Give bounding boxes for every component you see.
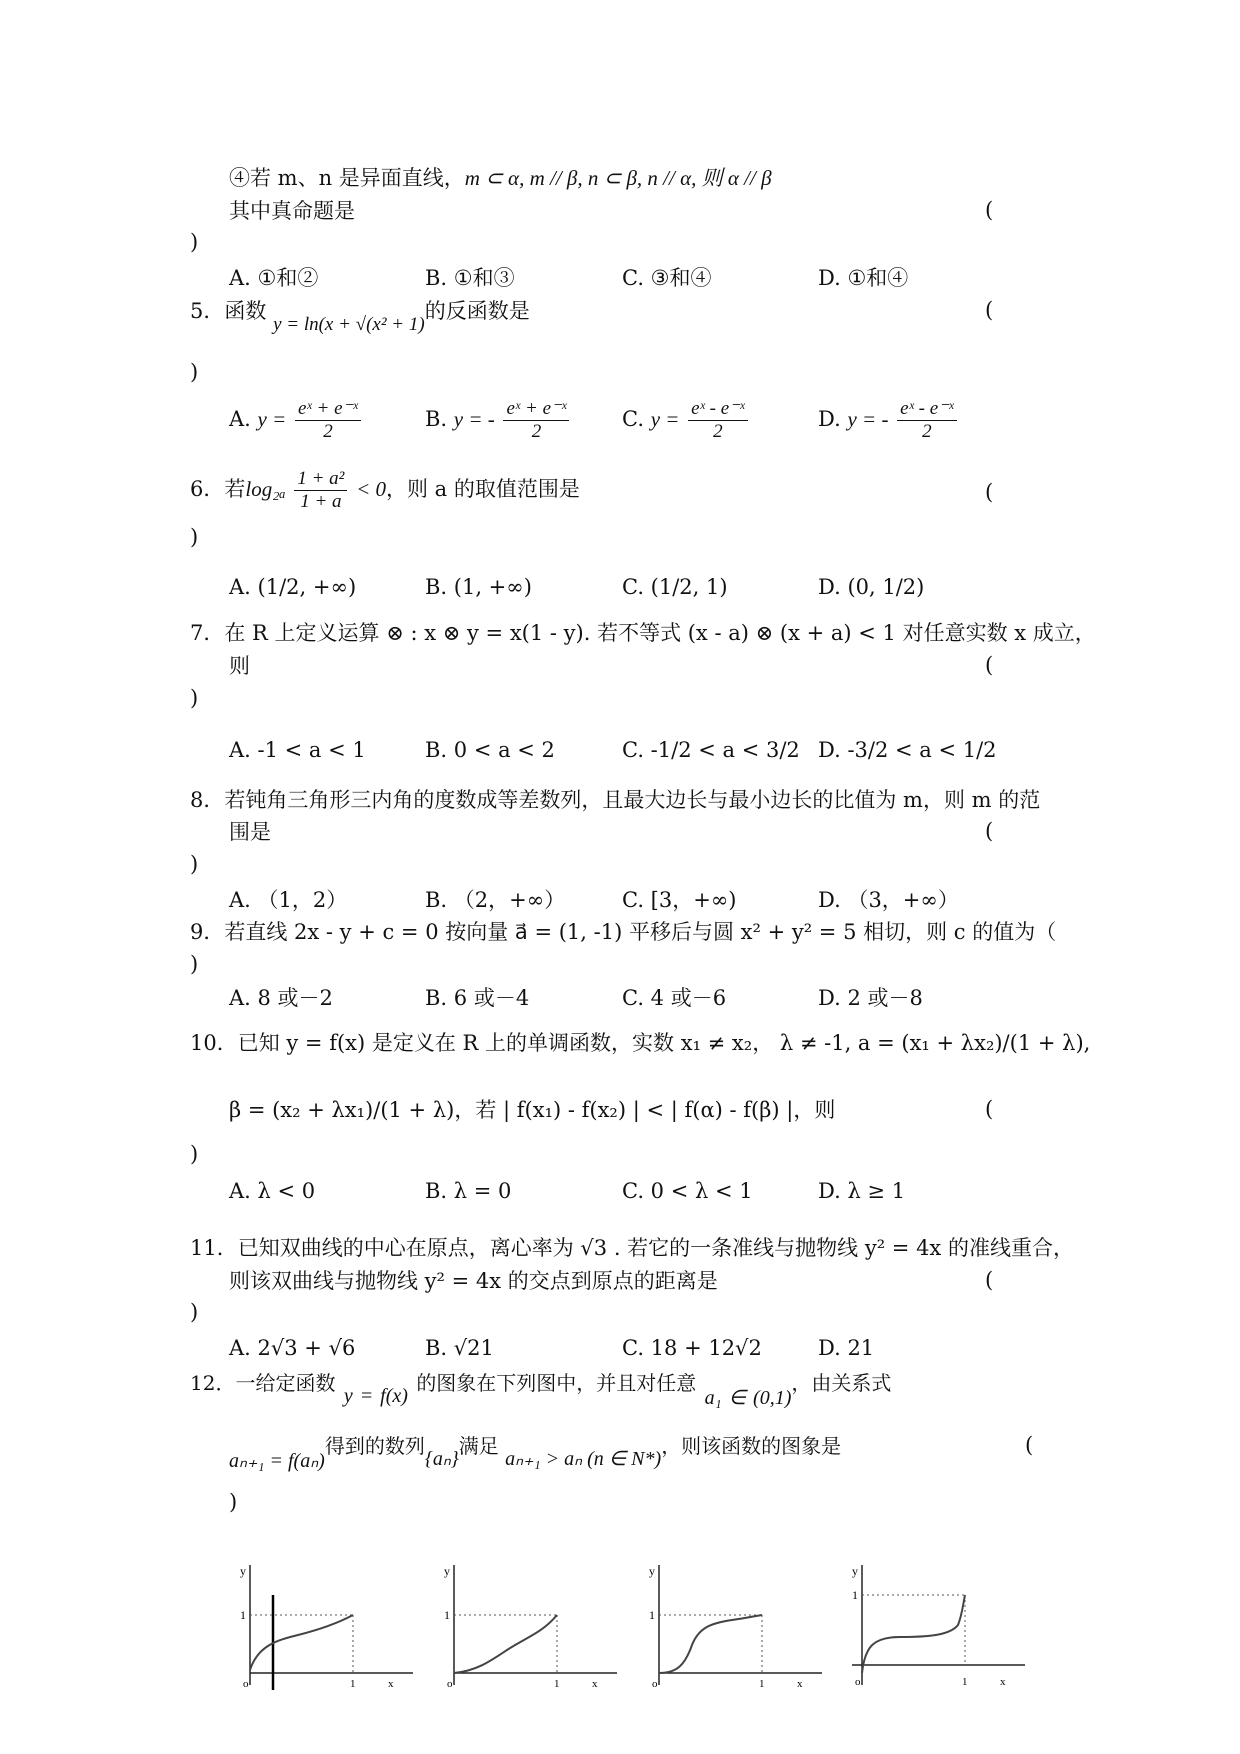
q6-relation: < 0 (356, 477, 386, 501)
q6-log: log₂ₐ (245, 477, 286, 501)
q5-option-d-label: D. (818, 407, 841, 431)
q5-function: y = ln(x + √(x² + 1) (273, 314, 425, 335)
q12-paren-open: ( (1025, 1433, 1034, 1457)
q11-paren-open: ( (985, 1268, 994, 1292)
q5-paren-close: ) (190, 360, 199, 384)
q4-line1-text: ④若 m、n 是异面直线， (229, 166, 465, 190)
q5-option-d-num: eˣ - e⁻ˣ (897, 398, 956, 421)
q11-line2: 则该双曲线与抛物线 y² = 4x 的交点到原点的距离是 (229, 1269, 718, 1293)
q5-option-c-den: 2 (713, 421, 723, 442)
q5-number: 5．函数 (190, 299, 267, 323)
q6-frac-den: 1 + a (300, 491, 342, 512)
q12-line1 (190, 1370, 892, 1409)
q5-option-b-lhs: y = - (453, 407, 495, 431)
q4-option-c: C. ③和④ (622, 266, 712, 290)
q4-line1 (229, 165, 772, 191)
graph-d-x-label: x (1000, 1676, 1006, 1688)
q6-option-d: D. (0, 1/2) (818, 575, 925, 599)
q11-option-a: A. 2√3 + √6 (229, 1336, 356, 1360)
q6-option-c: C. (1/2, 1) (622, 575, 728, 599)
q5-option-a (229, 398, 363, 443)
q5-option-a-label: A. (229, 407, 251, 431)
q10-paren-close: ) (190, 1142, 199, 1166)
q4-line1-math: m ⊂ α, m // β, n ⊂ β, n // α, 则 α // β (464, 166, 772, 190)
q11-option-b: B. √21 (425, 1336, 494, 1360)
graph-b-one-x: 1 (554, 1678, 560, 1690)
q8-option-b: B. （2，+∞） (425, 888, 566, 912)
graph-a-x-label: x (388, 1678, 394, 1690)
graph-a-origin: o (243, 1678, 249, 1690)
graph-b-one-y: 1 (444, 1608, 450, 1622)
q10-line2: β = (x₂ + λx₁)/(1 + λ)，若 | f(x₁) - f(x₂) | < | f(α) - f(β) |，则 (229, 1098, 836, 1122)
q12-sequence: {aₙ} (424, 1448, 459, 1470)
q11-paren-close: ) (190, 1300, 199, 1324)
q6-option-b: B. (1, +∞) (425, 575, 532, 599)
q7-line1: 7．在 R 上定义运算 ⊗ : x ⊗ y = x(1 - y). 若不等式 (x - a) ⊗ (x + a) < 1 对任意实数 x 成立， (190, 621, 1096, 645)
q8-paren-close: ) (190, 852, 199, 876)
q6-line1 (190, 468, 580, 513)
q4-option-d: D. ①和④ (818, 266, 909, 290)
q5-option-a-frac (295, 398, 361, 443)
q9-line1: 9．若直线 2x - y + c = 0 按向量 a⃗ = (1, -1) 平移后与圆 x² + y² = 5 相切，则 c 的值为（ (190, 920, 1057, 944)
q10-paren-open: ( (985, 1097, 994, 1121)
q5-option-d-lhs: y = - (847, 407, 889, 431)
q5-option-b-frac (503, 398, 569, 443)
q5-tail: 的反函数是 (424, 299, 530, 323)
q9-paren-close: ) (190, 952, 199, 976)
q4-option-a: A. ①和② (229, 266, 319, 290)
graph-d (840, 1545, 1030, 1695)
q12-condition: aₙ₊₁ > aₙ (n ∈ N*) (505, 1448, 662, 1470)
q10-option-c: C. 0 < λ < 1 (622, 1179, 753, 1203)
q11-option-d: D. 21 (818, 1336, 875, 1360)
q12-line1-a: 12．一给定函数 (190, 1371, 336, 1395)
graph-c-y-label: y (649, 1564, 655, 1578)
q5-option-a-num: eˣ + e⁻ˣ (295, 398, 361, 421)
q8-option-c: C. [3，+∞) (622, 888, 737, 912)
q8-line1: 8．若钝角三角形三内角的度数成等差数列，且最大边长与最小边长的比值为 m，则 m 的范 (190, 788, 1041, 812)
q4-option-b: B. ①和③ (425, 266, 515, 290)
q9-option-d: D. 2 或－8 (818, 986, 923, 1010)
q5-option-b-num: eˣ + e⁻ˣ (503, 398, 569, 421)
q5-option-a-den: 2 (323, 421, 333, 442)
q6-paren-close: ) (190, 525, 199, 549)
q5-option-c (622, 398, 750, 443)
q5-option-c-num: eˣ - e⁻ˣ (688, 398, 747, 421)
q12-line1-b: 的图象在下列图中，并且对任意 (416, 1371, 697, 1395)
q5-option-c-lhs: y = (650, 407, 680, 431)
q7-option-c: C. -1/2 < a < 3/2 (622, 738, 800, 762)
q12-paren-close: ) (229, 1490, 238, 1514)
graph-b-x-label: x (592, 1678, 598, 1690)
q11-option-c: C. 18 + 12√2 (622, 1336, 762, 1360)
q6-fraction (294, 468, 347, 513)
graph-d-one-y: 1 (852, 1588, 858, 1602)
q6-frac-num: 1 + a² (294, 468, 347, 491)
q5-option-c-label: C. (622, 407, 644, 431)
graph-d-origin: o (855, 1676, 861, 1688)
q5-option-d-frac (897, 398, 956, 443)
q4-line2: 其中真命题是 (229, 199, 355, 223)
q6-paren-open: ( (985, 480, 994, 504)
graph-c-origin: o (652, 1678, 658, 1690)
q5-option-a-lhs: y = (257, 407, 287, 431)
graph-d-one-x: 1 (962, 1676, 968, 1688)
graph-a (228, 1545, 418, 1695)
q12-line2 (229, 1433, 842, 1472)
q6-option-a: A. (1/2, +∞) (229, 575, 357, 599)
q9-option-b: B. 6 或－4 (425, 986, 530, 1010)
q12-line2-b: 满足 (458, 1434, 499, 1458)
graph-d-y-label: y (852, 1564, 858, 1578)
q6-tail: ，则 a 的取值范围是 (385, 477, 580, 501)
q12-line1-c: ，由关系式 (791, 1371, 892, 1395)
graph-b (432, 1545, 622, 1695)
q7-line2: 则 (229, 654, 250, 678)
q10-line1: 10．已知 y = f(x) 是定义在 R 上的单调函数，实数 x₁ ≠ x₂， λ ≠ -1, a = (x₁ + λx₂)/(1 + λ), (190, 1031, 1091, 1055)
q8-paren-open: ( (985, 819, 994, 843)
q8-line2: 围是 (229, 820, 271, 844)
q12-recursion: aₙ₊₁ = f(aₙ) (229, 1450, 325, 1472)
graph-a-y-label: y (240, 1564, 246, 1578)
q10-option-d: D. λ ≥ 1 (818, 1179, 906, 1203)
q10-option-b: B. λ = 0 (425, 1179, 512, 1203)
q4-paren-close: ) (190, 230, 199, 254)
q7-paren-close: ) (190, 686, 199, 710)
graph-b-y-label: y (444, 1564, 450, 1578)
q5-option-c-frac (688, 398, 747, 443)
q5-option-b-label: B. (425, 407, 448, 431)
q6-number: 6．若 (190, 477, 246, 501)
q11-line1: 11．已知双曲线的中心在原点，离心率为 √3 . 若它的一条准线与抛物线 y² = 4x 的准线重合， (190, 1236, 1074, 1260)
q5-paren-open: ( (985, 298, 994, 322)
q12-a1: a₁ ∈ (0,1) (704, 1387, 792, 1409)
q10-option-a: A. λ < 0 (229, 1179, 316, 1203)
q8-option-d: D. （3，+∞） (818, 888, 959, 912)
q5-line1 (190, 298, 530, 335)
graph-c-one-x: 1 (759, 1678, 765, 1690)
q5-option-d (818, 398, 959, 443)
q9-option-c: C. 4 或－6 (622, 986, 727, 1010)
graph-a-one-x: 1 (350, 1678, 356, 1690)
q9-option-a: A. 8 或－2 (229, 986, 333, 1010)
q8-option-a: A. （1，2） (229, 888, 348, 912)
q7-option-b: B. 0 < a < 2 (425, 738, 555, 762)
q5-option-b-den: 2 (531, 421, 542, 442)
graph-c-x-label: x (797, 1678, 803, 1690)
q5-option-d-den: 2 (922, 421, 932, 442)
graph-a-one-y: 1 (240, 1608, 246, 1622)
q12-fx: y = f(x) (343, 1385, 408, 1407)
q7-paren-open: ( (985, 653, 994, 677)
graph-c (637, 1545, 827, 1695)
graph-c-one-y: 1 (649, 1608, 655, 1622)
q7-option-a: A. -1 < a < 1 (229, 738, 366, 762)
q12-line2-c: ，则该函数的图象是 (661, 1434, 842, 1458)
q12-line2-a: 得到的数列 (324, 1434, 425, 1458)
q7-option-d: D. -3/2 < a < 1/2 (818, 738, 997, 762)
graph-b-origin: o (447, 1678, 453, 1690)
q5-option-b (425, 398, 571, 443)
q4-paren-open: ( (985, 198, 994, 222)
